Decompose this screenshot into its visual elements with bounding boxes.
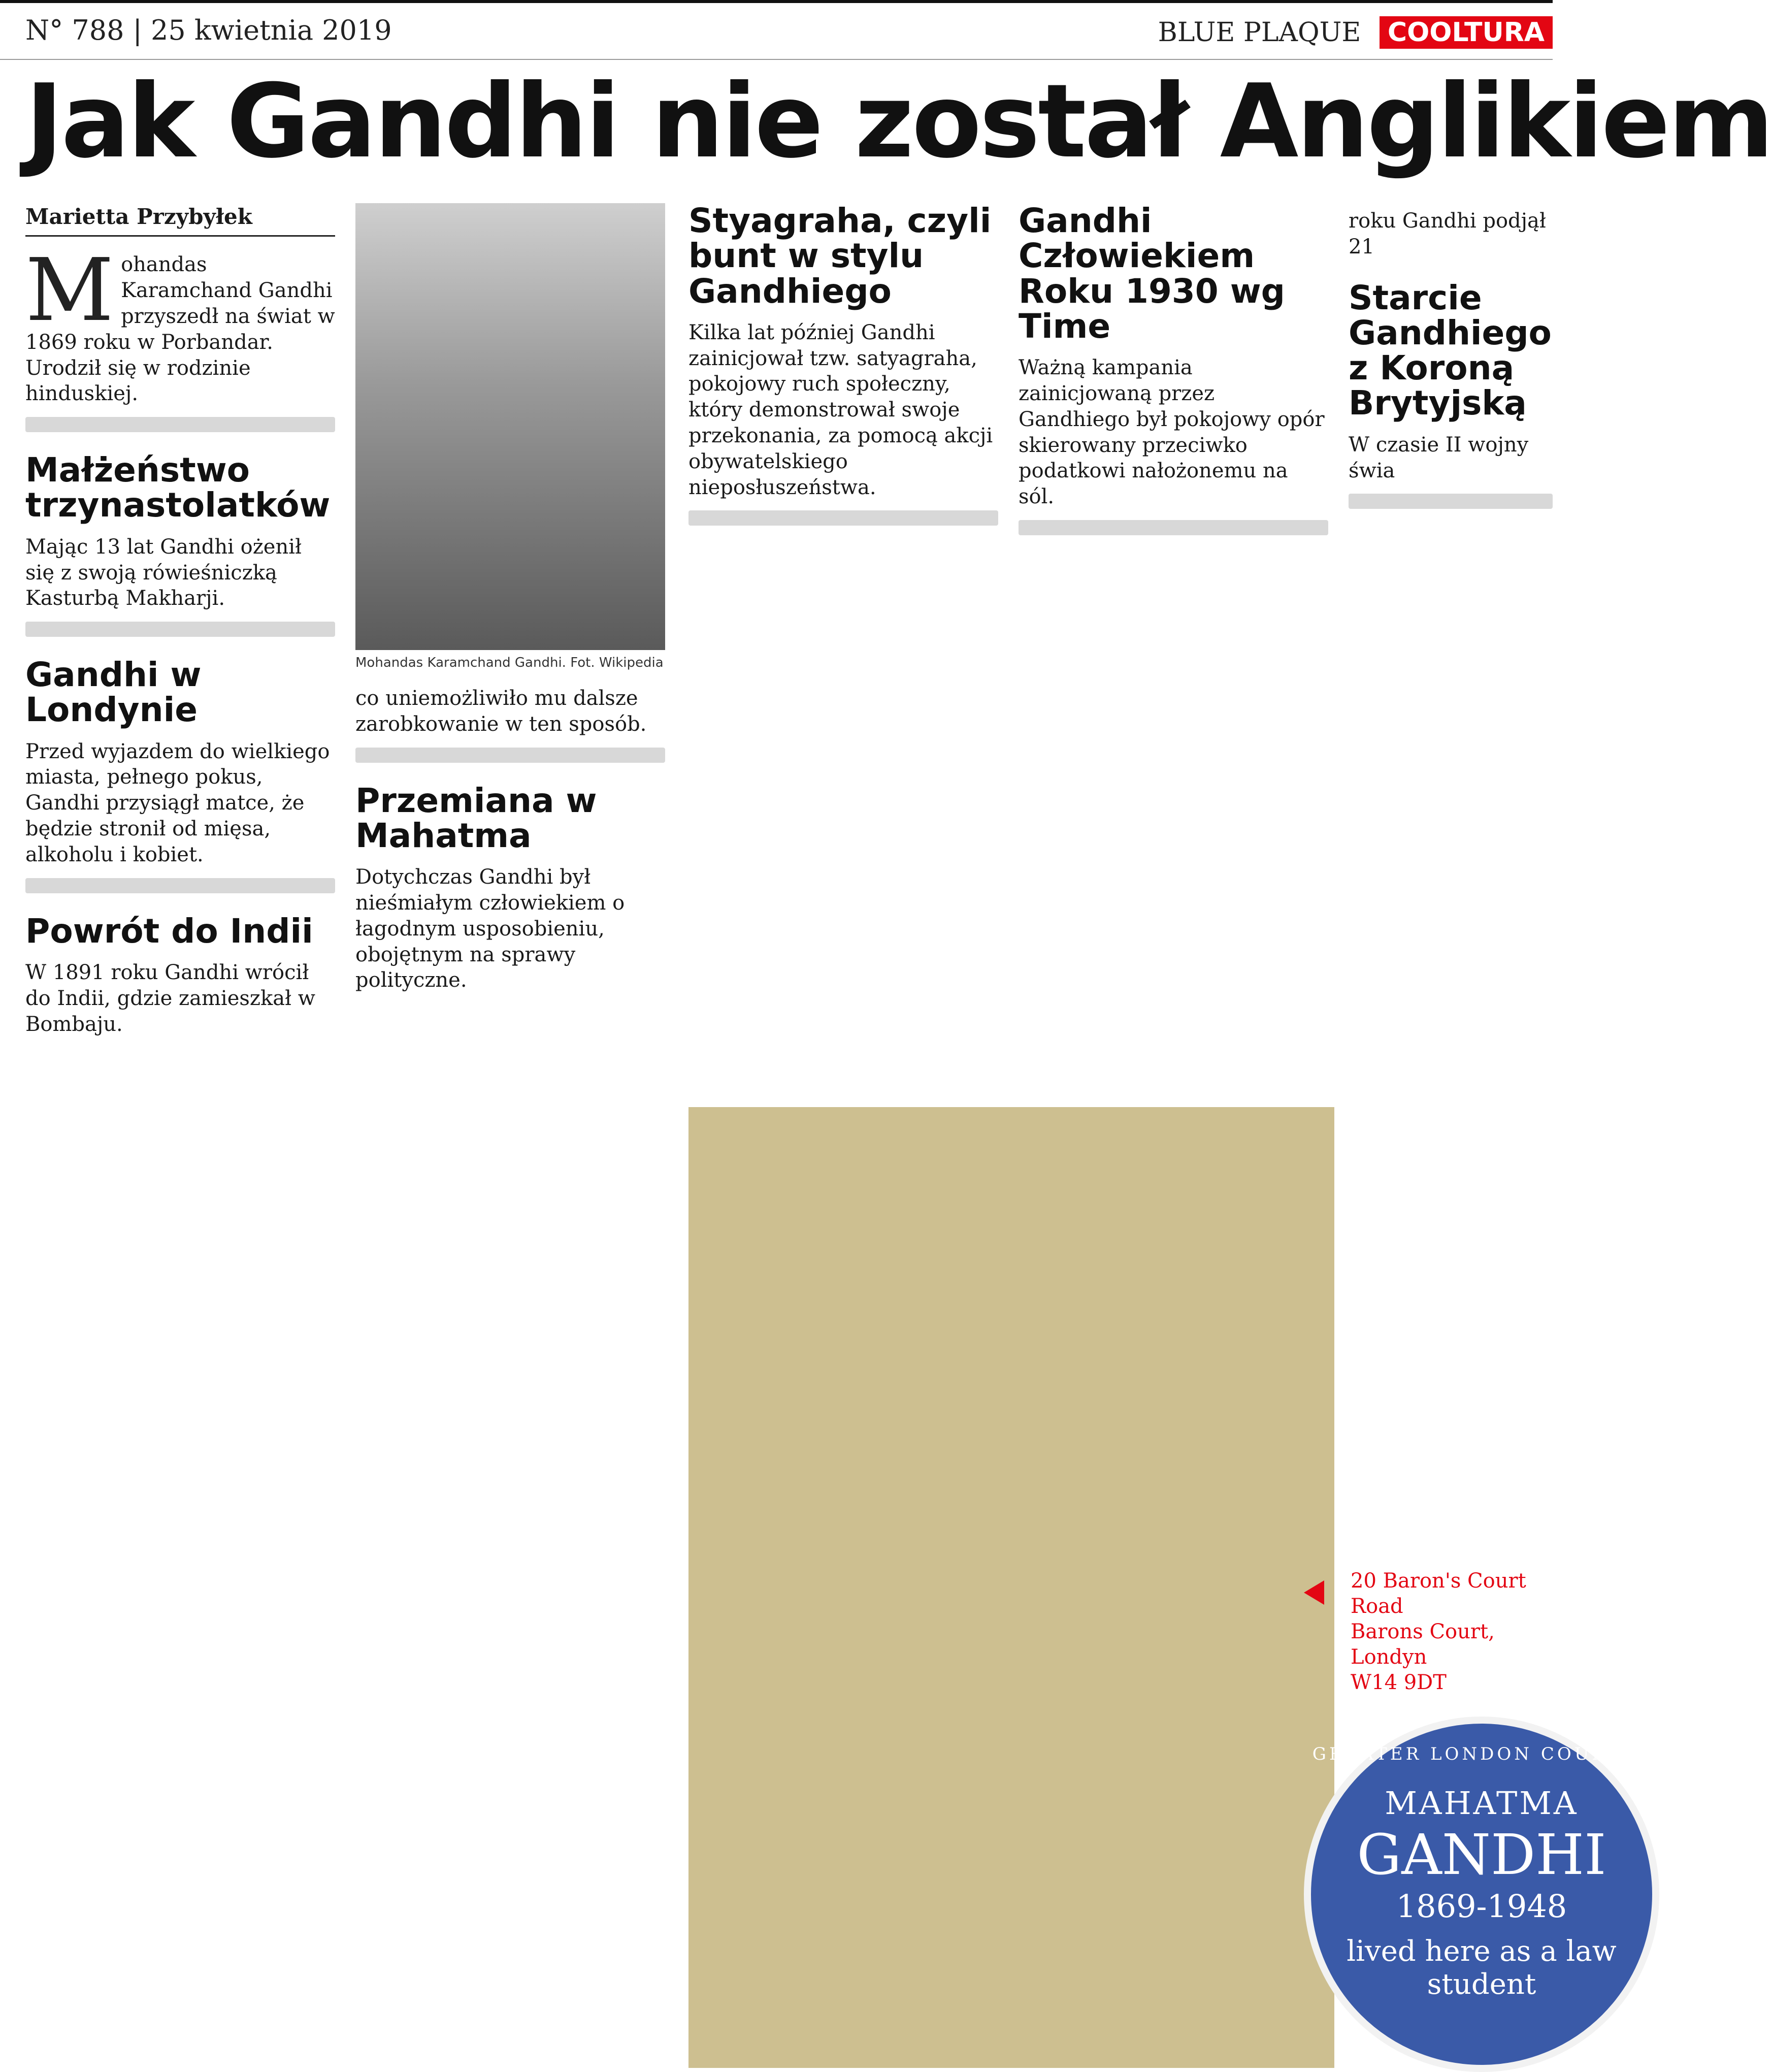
gandhi-portrait-photo	[355, 203, 665, 650]
blue-plaque: GREATER LONDON COUNCIL MAHATMA GANDHI 1869-1948 lived here as a law student	[1304, 1717, 1659, 2072]
issue-info: N° 788 | 25 kwietnia 2019	[25, 14, 392, 46]
masthead	[0, 0, 1553, 60]
section-heading: Gandhi w Londynie	[25, 655, 202, 730]
section-heading: Powrót do Indii	[25, 911, 313, 951]
column-3	[688, 203, 998, 536]
plaque-address: 20 Baron's Court Road Barons Court, Londyn W14 9DT	[1351, 1569, 1526, 1694]
illegible-text	[25, 417, 335, 432]
illegible-text	[355, 748, 665, 763]
section-heading: Małżeństwo trzynastolatków	[25, 450, 331, 525]
section-heading: Starcie Gandhiego z Koroną Brytyjską	[1349, 278, 1552, 423]
article-headline: Jak Gandhi nie został Anglikiem	[25, 62, 1772, 181]
illegible-text	[1349, 494, 1553, 509]
column-1	[25, 203, 335, 1040]
body-paragraph: Ważną kampania zainicjowaną przez Gandhiego był pokojowy opór skierowany przeciwko podatkowi nałożonemu na sól.	[1019, 356, 1325, 509]
body-paragraph: co uniemożliwiło mu dalsze zarobkowanie w ten sposób.	[355, 687, 647, 736]
body-paragraph: W 1891 roku Gandhi wrócił do Indii, gdzie zamieszkał w Bombaju.	[25, 960, 315, 1036]
section-heading: Przemiana w Mahatma	[355, 781, 597, 855]
column-5	[1349, 208, 1553, 519]
lead-paragraph: Mohandas Karamchand Gandhi przyszedł na świat w 1869 roku w Porbandar. Urodził się w rodzinie hinduskiej.	[25, 240, 335, 406]
body-paragraph: Kilka lat później Gandhi zainicjował tzw. satyagraha, pokojowy ruch społeczny, który demonstrował swoje przekonania, za pomocą akcji obywatelskiego nieposłuszeństwa.	[688, 320, 993, 499]
illegible-text	[1019, 520, 1328, 535]
body-paragraph: Przed wyjazdem do wielkiego miasta, pełnego pokus, Gandhi przysiągł matce, że będzie stronił od mięsa, alkoholu i kobiet.	[25, 739, 330, 866]
photo-caption: Mohandas Karamchand Gandhi. Fot. Wikipedia	[355, 655, 664, 670]
body-paragraph: Dotychczas Gandhi był nieśmiałym człowiekiem o łagodnym usposobieniu, obojętnym na sprawy polityczne.	[355, 865, 625, 992]
section-heading: Gandhi Człowiekiem Roku 1930 wg Time	[1019, 201, 1285, 346]
column-2	[355, 686, 665, 996]
illegible-text	[688, 510, 998, 526]
illegible-text	[25, 622, 335, 637]
author-byline: Marietta Przybyłek	[25, 203, 335, 237]
drop-cap: M	[25, 240, 114, 341]
body-paragraph: W czasie II wojny świa	[1349, 433, 1529, 482]
building-photo	[688, 1107, 1334, 2068]
section-heading: Styagraha, czyli bunt w stylu Gandhiego	[688, 201, 992, 311]
section-label: BLUE PLAQUE COOLTURA	[1158, 16, 1553, 49]
pointer-arrow-icon	[1304, 1580, 1324, 1605]
brand-logo: COOLTURA	[1380, 16, 1553, 49]
body-paragraph: Mając 13 lat Gandhi ożenił się z swoją rówieśniczką Kasturbą Makharji.	[25, 535, 302, 610]
body-paragraph: roku Gandhi podjął 21	[1349, 209, 1546, 258]
column-4	[1019, 203, 1328, 545]
illegible-text	[25, 878, 335, 893]
